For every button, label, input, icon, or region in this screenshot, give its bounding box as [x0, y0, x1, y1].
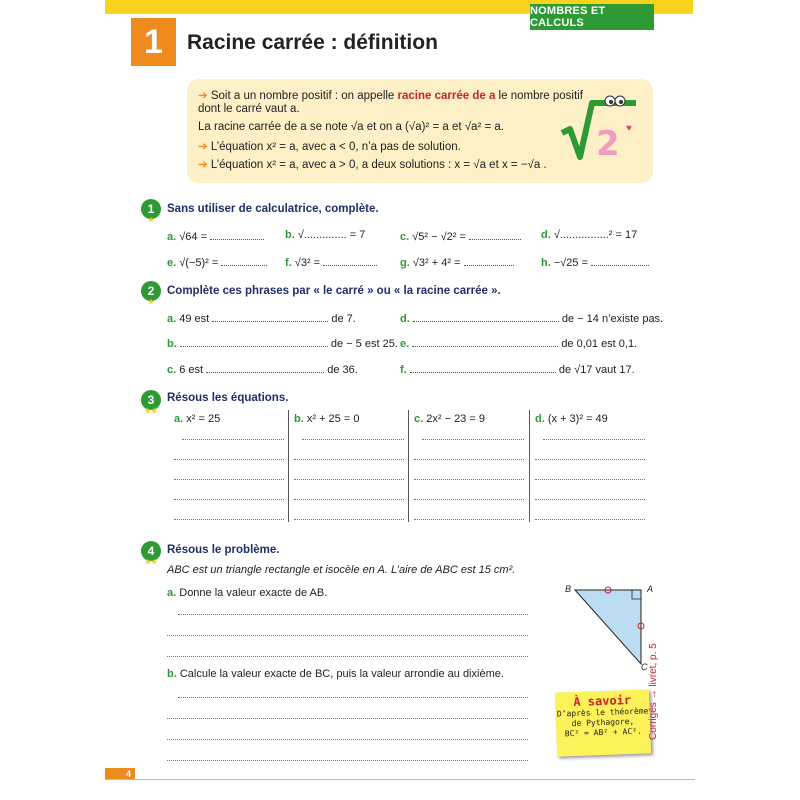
answer-line[interactable]	[174, 499, 284, 500]
exercise-2-item-b: b. de − 5 est 25.	[167, 338, 398, 350]
exercise-4-question-b: b. Calcule la valeur exacte de BC, puis la valeur arrondie au dixième.	[167, 668, 504, 680]
answer-line[interactable]	[535, 479, 645, 480]
exercise-3-item-d: d. (x + 3)² = 49	[535, 413, 608, 425]
answer-line[interactable]	[422, 439, 524, 440]
exercise-1-item-h: h. −√25 =	[541, 255, 649, 269]
answer-line[interactable]	[174, 519, 284, 520]
answer-line[interactable]	[167, 635, 528, 636]
section-tag: NOMBRES ET CALCULS	[530, 4, 654, 30]
exercise-1-item-e: e. √(−5)² =	[167, 255, 267, 269]
answer-line[interactable]	[535, 519, 645, 520]
a-savoir-line: de Pythagore,	[571, 716, 635, 729]
exercise-2-item-a: a. 49 est de 7.	[167, 313, 356, 325]
exercise-2-title: Complète ces phrases par « le carré » ou « la racine carrée ».	[167, 285, 501, 297]
svg-text:2: 2	[596, 124, 620, 164]
bottom-rule	[105, 779, 695, 780]
answer-line[interactable]	[414, 519, 524, 520]
a-savoir-line: D’après le théorème	[556, 706, 649, 719]
answer-line[interactable]	[178, 614, 528, 615]
answer-line[interactable]	[178, 697, 528, 698]
answer-blank[interactable]	[221, 255, 267, 266]
answer-blank[interactable]	[410, 362, 556, 373]
exercise-3-item-b: b. x² + 25 = 0	[294, 413, 360, 425]
answer-blank[interactable]	[412, 336, 558, 347]
exercise-2-item-d: d. de − 14 n’existe pas.	[400, 313, 664, 325]
answer-line[interactable]	[167, 718, 528, 719]
answer-line[interactable]	[302, 439, 404, 440]
definition-line-2: dont le carré vaut a.	[198, 103, 300, 115]
exercise-2-item-c: c. 6 est de 36.	[167, 364, 358, 376]
answer-line[interactable]	[167, 656, 528, 657]
exercise-2-badge: 2 ★	[141, 281, 161, 301]
exercise-1-item-d: d. √................² = 17	[541, 229, 638, 241]
answer-line[interactable]	[167, 739, 528, 740]
answer-line[interactable]	[294, 459, 404, 460]
answer-blank[interactable]	[206, 362, 324, 373]
answer-line[interactable]	[543, 439, 645, 440]
answer-blank[interactable]	[469, 229, 521, 240]
exercise-3-item-c: c. 2x² − 23 = 9	[414, 413, 485, 425]
exercise-4-question-a: a. Donne la valeur exacte de AB.	[167, 587, 328, 599]
triangle-label-b: B	[565, 584, 572, 594]
answer-blank[interactable]	[210, 229, 264, 240]
answer-line[interactable]	[174, 479, 284, 480]
answer-line[interactable]	[414, 459, 524, 460]
exercise-3-item-a: a. x² = 25	[174, 413, 221, 425]
answer-blank[interactable]	[464, 255, 514, 266]
definition-line-5: ➔ L’équation x² = a, avec a > 0, a deux solutions : x = √a et x = −√a .	[198, 159, 547, 171]
exercise-4-title: Résous le problème.	[167, 544, 280, 556]
column-divider	[408, 410, 409, 522]
answer-line[interactable]	[167, 760, 528, 761]
answer-line[interactable]	[294, 479, 404, 480]
answer-line[interactable]	[182, 439, 284, 440]
answer-line[interactable]	[294, 519, 404, 520]
definition-line-1: ➔ Soit a un nombre positif : on appelle racine carrée de a le nombre positif	[198, 90, 583, 102]
exercise-1-item-c: c. √5² − √2² =	[400, 229, 521, 243]
answer-line[interactable]	[414, 499, 524, 500]
answer-line[interactable]	[174, 459, 284, 460]
answer-blank[interactable]	[591, 255, 649, 266]
exercise-1-title: Sans utiliser de calculatrice, complète.	[167, 203, 379, 215]
exercise-3-badge: 3 ★★	[141, 390, 161, 410]
exercise-1-item-g: g. √3² + 4² =	[400, 255, 514, 269]
page-number: 4	[105, 768, 135, 779]
svg-text:♥: ♥	[626, 123, 632, 134]
a-savoir-title: À savoir	[573, 693, 632, 710]
a-savoir-note	[555, 689, 651, 756]
answer-blank[interactable]	[180, 336, 328, 347]
chapter-number: 1	[131, 18, 176, 66]
answer-line[interactable]	[535, 459, 645, 460]
exercise-4-badge: 4 ★★	[141, 541, 161, 561]
answer-blank[interactable]	[413, 311, 559, 322]
page-title: Racine carrée : définition	[187, 31, 438, 54]
answer-blank[interactable]	[323, 255, 377, 266]
column-divider	[529, 410, 530, 522]
a-savoir-line: BC² = AB² + AC².	[564, 726, 642, 739]
answer-line[interactable]	[414, 479, 524, 480]
exercise-1-badge: 1 ★	[141, 199, 161, 219]
exercise-1-item-a: a. √64 =	[167, 229, 264, 243]
exercise-1-item-f: f. √3² =	[285, 255, 377, 269]
triangle-label-a: A	[647, 584, 654, 594]
corriges-link[interactable]: Corrigés → livret, p. 5	[648, 643, 659, 740]
answer-blank[interactable]	[212, 311, 328, 322]
exercise-2-item-f: f. de √17 vaut 17.	[400, 364, 635, 376]
column-divider	[288, 410, 289, 522]
exercise-2-item-e: e. de 0,01 est 0,1.	[400, 338, 638, 350]
arrow-icon: ➔	[198, 90, 211, 102]
triangle-label-c: C	[641, 662, 648, 672]
triangle-figure	[566, 586, 656, 672]
answer-line[interactable]	[294, 499, 404, 500]
sqrt-mascot-icon	[558, 95, 640, 167]
exercise-4-statement: ABC est un triangle rectangle et isocèle en A. L’aire de ABC est 15 cm².	[167, 564, 516, 576]
answer-line[interactable]	[535, 499, 645, 500]
exercise-1-item-b: b. √.............. = 7	[285, 229, 366, 241]
exercise-3-title: Résous les équations.	[167, 392, 289, 404]
arrow-icon: ➔	[198, 159, 211, 171]
definition-line-3: La racine carrée de a se note √a et on a (√a)² = a et √a² = a.	[198, 121, 504, 133]
definition-line-4: ➔ L’équation x² = a, avec a < 0, n’a pas de solution.	[198, 141, 461, 153]
arrow-icon: ➔	[198, 141, 211, 153]
